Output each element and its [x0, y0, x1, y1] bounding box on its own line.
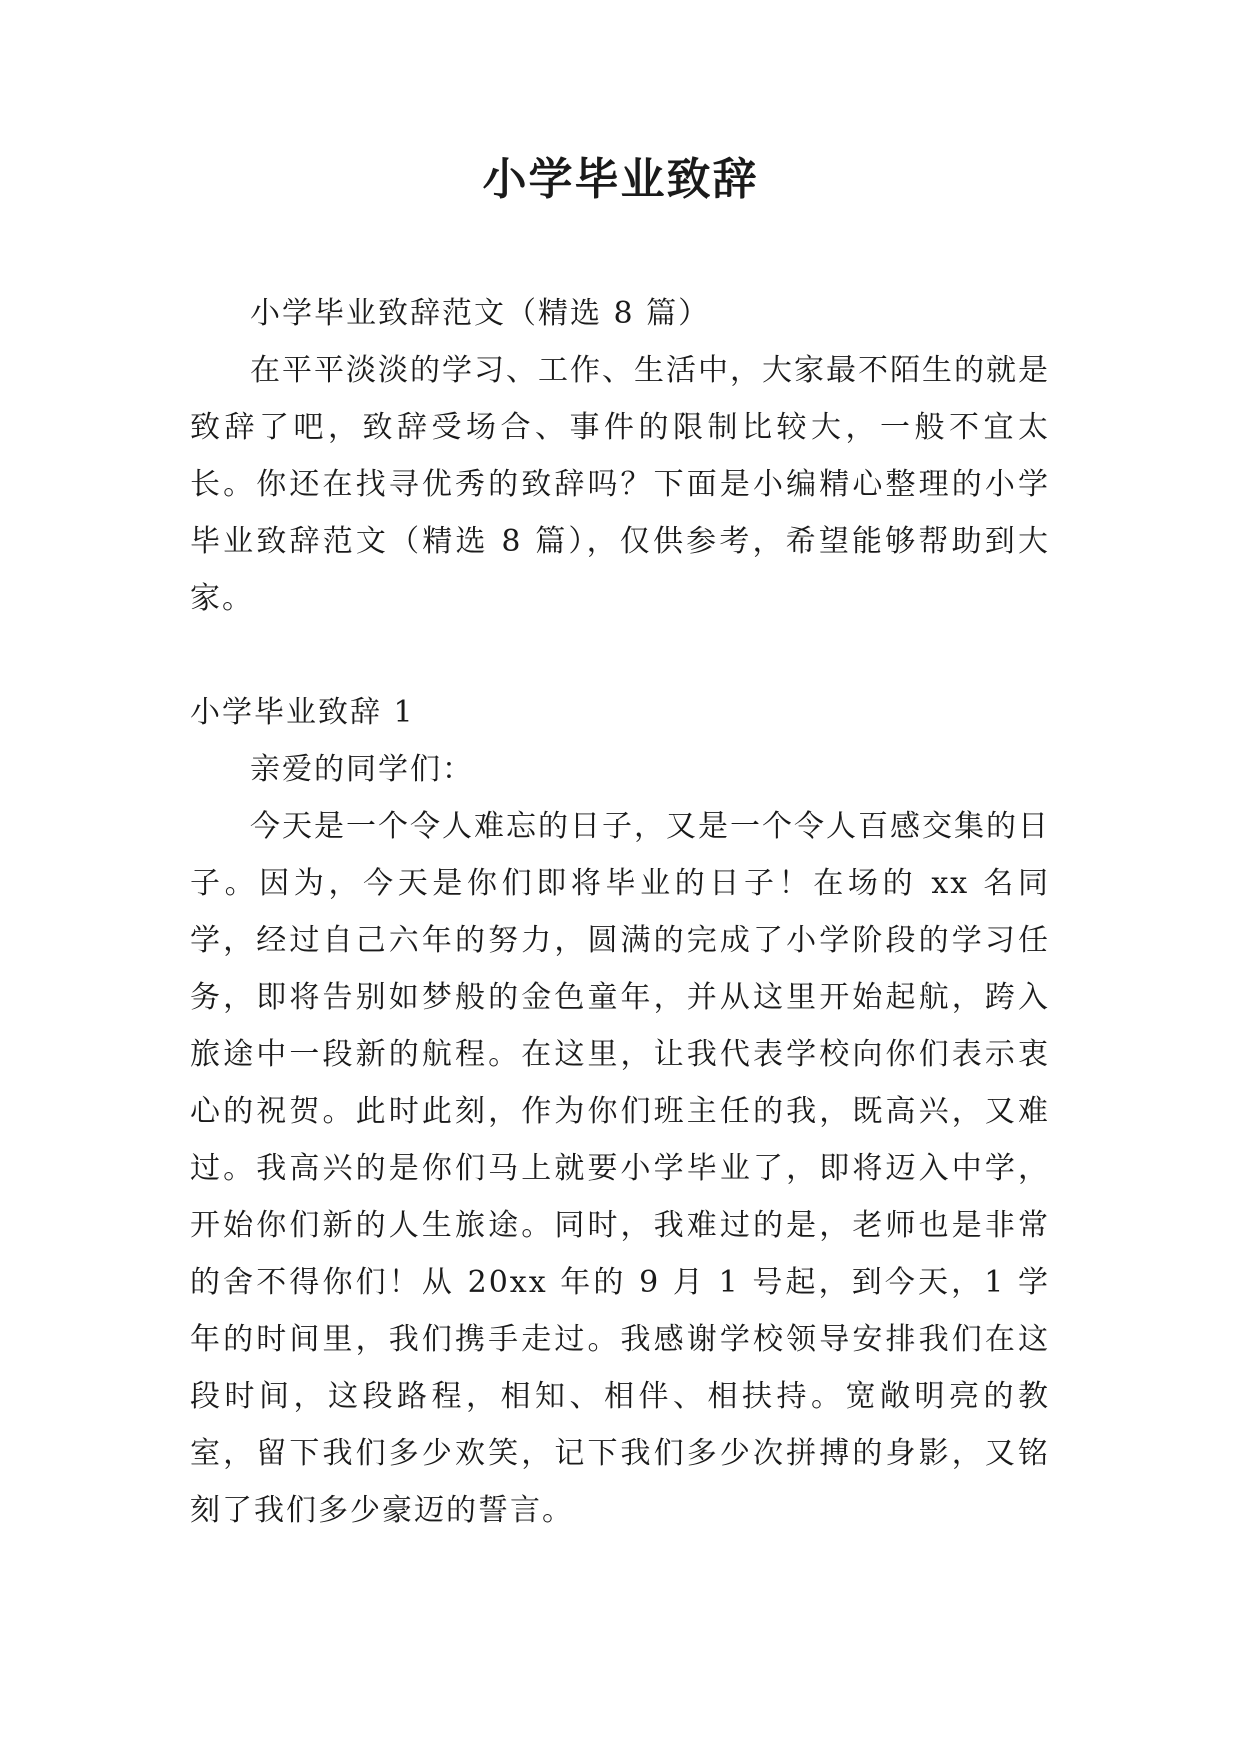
greeting: 亲爱的同学们：	[250, 752, 474, 787]
section-heading: 小学毕业致辞 1	[190, 695, 415, 730]
intro-paragraph: 在平平淡淡的学习、工作、生活中，大家最不陌生的就是致辞了吧，致辞受场合、事件的限制比较大，一般不宜太长。你还在找寻优秀的致辞吗？下面是小编精心整理的小学毕业致辞范文（精选 8 篇），仅供参考，希望能够帮助到大家。	[190, 353, 1050, 616]
document-body	[190, 285, 1050, 1539]
document-title: 小学毕业致辞	[482, 154, 759, 205]
subtitle: 小学毕业致辞范文（精选 8 篇）	[250, 296, 711, 331]
body-paragraph: 今天是一个令人难忘的日子，又是一个令人百感交集的日子。因为，今天是你们即将毕业的日子！在场的 xx 名同学，经过自己六年的努力，圆满的完成了小学阶段的学习任务，即将告别如梦般的金色童年，并从这里开始起航，跨入旅途中一段新的航程。在这里，让我代表学校向你们表示衷心的祝贺。此时此刻，作为你们班主任的我，既高兴，又难过。我高兴的是你们马上就要小学毕业了，即将迈入中学，开始你们新的人生旅途。同时，我难过的是，老师也是非常的舍不得你们！从 20xx 年的 9 月 1 号起，到今天，1 学年的时间里，我们携手走过。我感谢学校领导安排我们在这段时间，这段路程，相知、相伴、相扶持。宽敞明亮的教室，留下我们多少欢笑，记下我们多少次拼搏的身影，又铭刻了我们多少豪迈的誓言。	[190, 809, 1050, 1528]
